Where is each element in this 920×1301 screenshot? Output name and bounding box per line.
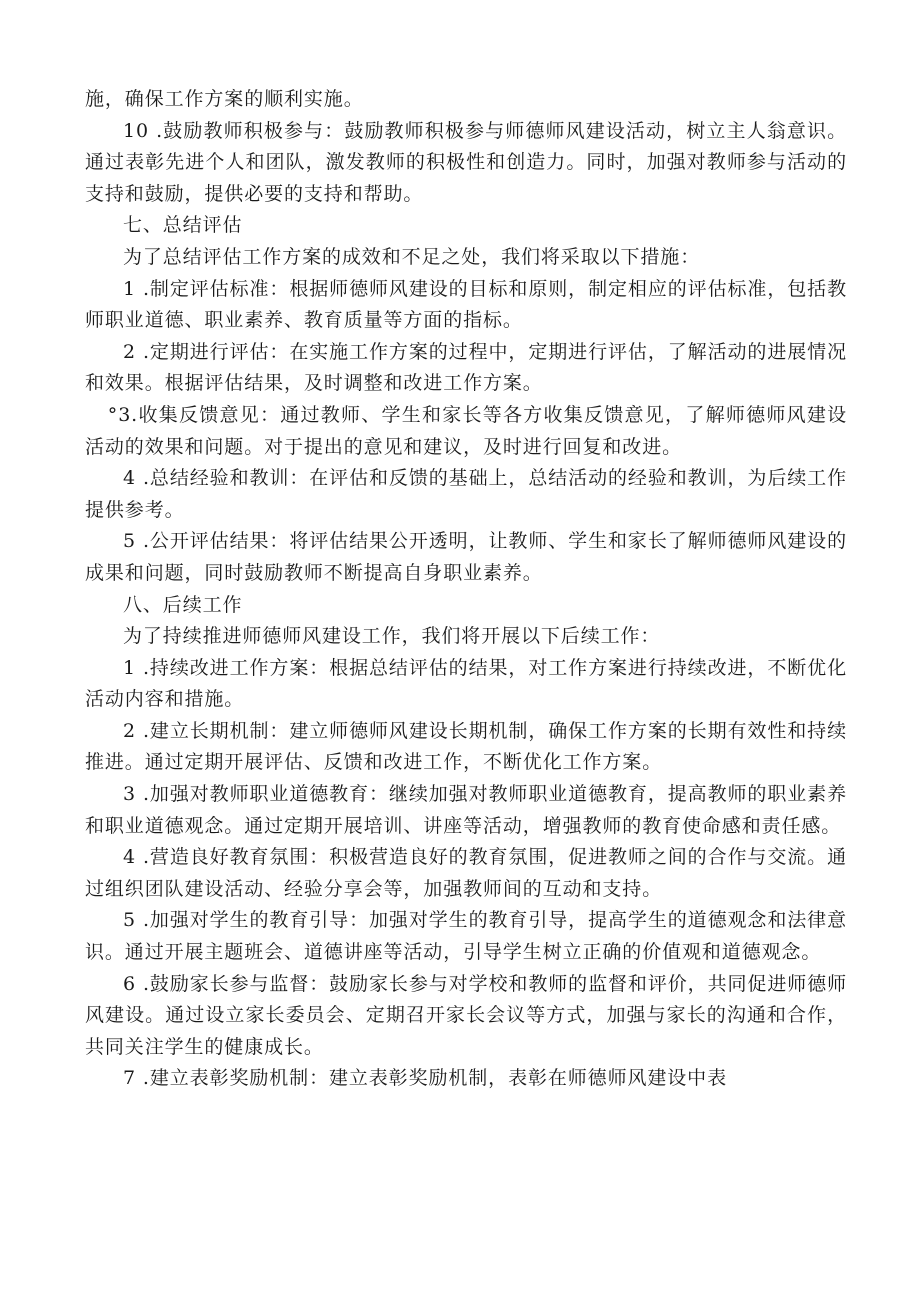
paragraph-evaluation-item-5: 5 .公开评估结果：将评估结果公开透明，让教师、学生和家长了解师德师风建设的成果和问题，同时鼓励教师不断提高自身职业素养。	[85, 530, 847, 584]
section-heading-follow-up: 八、后续工作	[123, 593, 243, 616]
paragraph-evaluation-item-3: °3.收集反馈意见：通过教师、学生和家长等各方收集反馈意见，了解师德师风建设活动的效果和问题。对于提出的意见和建议，及时进行回复和改进。	[85, 403, 847, 458]
paragraph-evaluation-item-4: 4 .总结经验和教训：在评估和反馈的基础上，总结活动的经验和教训，为后续工作提供参考。	[85, 467, 847, 521]
paragraph-follow-up-item-1: 1 .持续改进工作方案：根据总结评估的结果，对工作方案进行持续改进，不断优化活动内容和措施。	[85, 656, 847, 711]
paragraph-item-10: 10 .鼓励教师积极参与：鼓励教师积极参与师德师风建设活动，树立主人翁意识。通过表彰先进个人和团队，激发教师的积极性和创造力。同时，加强对教师参与活动的支持和鼓励，提供必要的支持和帮助。	[85, 119, 847, 205]
section-heading-summary-evaluation: 七、总结评估	[123, 214, 243, 237]
paragraph-evaluation-item-2: 2 .定期进行评估：在实施工作方案的过程中，定期进行评估，了解活动的进展情况和效果。根据评估结果，及时调整和改进工作方案。	[85, 340, 847, 395]
paragraph-follow-up-intro: 为了持续推进师德师风建设工作，我们将开展以下后续工作：	[123, 625, 661, 648]
document-body	[85, 84, 847, 1095]
paragraph-follow-up-item-3: 3 .加强对教师职业道德教育：继续加强对教师职业道德教育，提高教师的职业素养和职业道德观念。通过定期开展培训、讲座等活动，增强教师的教育使命感和责任感。	[85, 783, 847, 837]
paragraph-follow-up-item-7: 7 .建立表彰奖励机制：建立表彰奖励机制，表彰在师德师风建设中表	[123, 1067, 727, 1090]
paragraph-follow-up-item-4: 4 .营造良好教育氛围：积极营造良好的教育氛围，促进教师之间的合作与交流。通过组织团队建设活动、经验分享会等，加强教师间的互动和支持。	[85, 846, 847, 900]
paragraph-continuation: 施，确保工作方案的顺利实施。	[85, 88, 364, 110]
paragraph-follow-up-item-2: 2 .建立长期机制：建立师德师风建设长期机制，确保工作方案的长期有效性和持续推进。通过定期开展评估、反馈和改进工作，不断优化工作方案。	[85, 719, 847, 774]
paragraph-evaluation-intro: 为了总结评估工作方案的成效和不足之处，我们将采取以下措施：	[123, 245, 701, 268]
paragraph-follow-up-item-5: 5 .加强对学生的教育引导：加强对学生的教育引导，提高学生的道德观念和法律意识。通过开展主题班会、道德讲座等活动，引导学生树立正确的价值观和道德观念。	[85, 909, 847, 964]
paragraph-follow-up-item-6: 6 .鼓励家长参与监督：鼓励家长参与对学校和教师的监督和评价，共同促进师德师风建设。通过设立家长委员会、定期召开家长会议等方式，加强与家长的沟通和合作，共同关注学生的健康成长。	[85, 972, 847, 1058]
paragraph-evaluation-item-1: 1 .制定评估标准：根据师德师风建设的目标和原则，制定相应的评估标准，包括教师职业道德、职业素养、教育质量等方面的指标。	[85, 277, 847, 332]
